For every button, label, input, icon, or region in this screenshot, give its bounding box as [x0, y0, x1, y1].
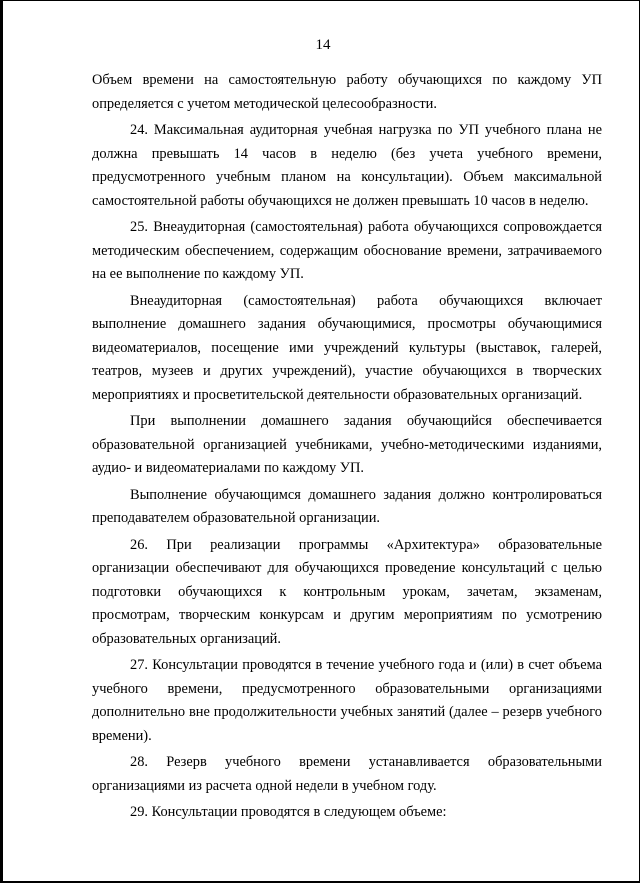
paragraph-item-25: 25. Внеаудиторная (самостоятельная) работа обучающихся сопровождается методическим обеспечением, содержащим обоснование времени, затрачиваемого на ее выполнение по каждому УП. [92, 219, 602, 282]
paragraph-homework-support: При выполнении домашнего задания обучающийся обеспечивается образовательной организацией учебниками, учебно-методическими изданиями, аудио- и видеоматериалами по каждому УП. [92, 413, 602, 476]
paragraph-item-26: 26. При реализации программы «Архитектура» образовательные организации обеспечивают для обучающихся проведение консультаций с целью подготовки обучающихся к контрольным урокам, зачетам, экзаменам, просмотрам, творческим конкурсам и другим мероприятиям по усмотрению образовательных организаций. [92, 536, 602, 647]
paragraph-item-28: 28. Резерв учебного времени устанавливается образовательными организациями из расчета одной недели в учебном году. [92, 754, 602, 794]
page-number: 14 [315, 37, 331, 53]
paragraph-item-27: 27. Консультации проводятся в течение учебного года и (или) в счет объема учебного времени, предусмотренного образовательными организациями дополнительно вне продолжительности учебных занятий (далее – резерв учебного времени). [92, 657, 602, 744]
paragraph-continuation: Объем времени на самостоятельную работу обучающихся по каждому УП определяется с учетом методической целесообразности. [92, 72, 602, 112]
paragraph-homework-control: Выполнение обучающимся домашнего задания должно контролироваться преподавателем образовательной организации. [92, 486, 602, 526]
paragraph-item-24: 24. Максимальная аудиторная учебная нагрузка по УП учебного плана не должна превышать 14 часов в неделю (без учета учебного времени, предусмотренного учебным планом на консультации). Объем максимальной самостоятельной работы обучающихся не должен превышать 10 часов в неделю. [92, 122, 602, 209]
paragraph-item-29: 29. Консультации проводятся в следующем объеме: [130, 804, 447, 820]
document-body [92, 69, 602, 825]
paragraph-extracurricular: Внеаудиторная (самостоятельная) работа обучающихся включает выполнение домашнего задания обучающимися, просмотры обучающимися видеоматериалов, посещение ими учреждений культуры (выставок, галерей, театров, музеев и других учреждений), участие обучающихся в творческих мероприятиях и просветительской деятельности образовательных организаций. [92, 292, 602, 403]
